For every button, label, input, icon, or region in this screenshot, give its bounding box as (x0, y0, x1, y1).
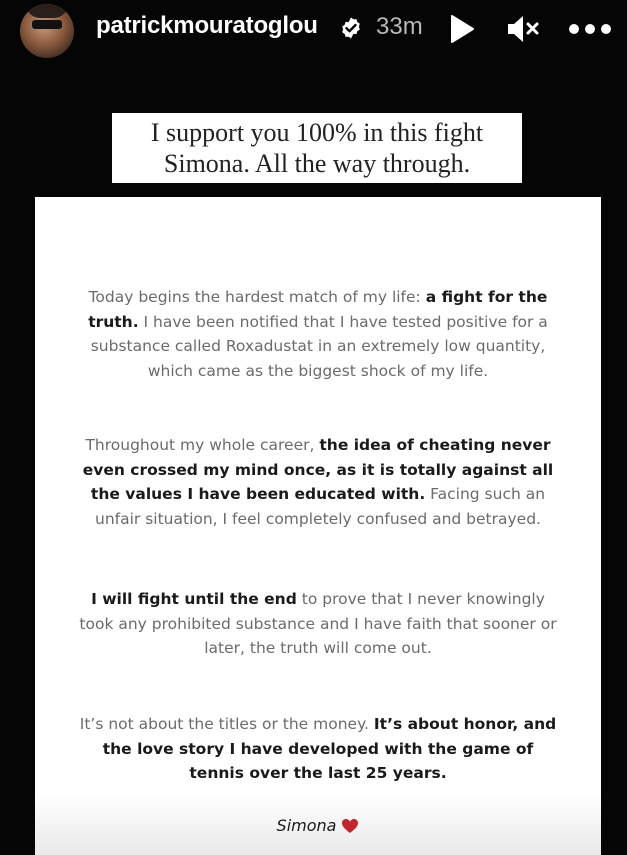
paragraph-bold-text: a fight for the truth. (88, 288, 548, 331)
paragraph-text: Today begins the hardest match of my life: (88, 288, 426, 306)
story-caption (112, 113, 522, 183)
avatar[interactable] (20, 4, 74, 58)
paragraph-bold-text: It’s about honor, and the love story I have developed with the game of tennis over the last 25 years. (102, 715, 557, 782)
statement-paragraph-1 (75, 285, 561, 383)
timestamp: 33m (376, 13, 423, 40)
signature-name: Simona (276, 816, 337, 835)
heart-icon (341, 818, 359, 834)
paragraph-bold-text: I will fight until the end (91, 590, 297, 608)
more-options-icon[interactable] (566, 13, 614, 45)
paragraph-text: Facing such an unfair situation, I feel completely confused and betrayed. (95, 485, 546, 528)
caption-line-2: Simona. All the way through. (163, 149, 471, 178)
statement-paragraph-2 (75, 433, 561, 531)
muted-speaker-icon[interactable] (506, 13, 540, 45)
story-header (0, 0, 627, 62)
paragraph-text: I have been notified that I have tested positive for a substance called Roxadustat in an extremely low quantity, which came as the biggest shock of my life. (90, 312, 548, 380)
statement-paragraph-3 (75, 587, 561, 661)
caption-line-1: I support you 100% in this fight (150, 118, 484, 147)
paragraph-text: It’s not about the titles or the money. (79, 715, 374, 733)
signature (35, 816, 601, 835)
play-icon[interactable] (449, 14, 475, 44)
avatar-hair (26, 4, 68, 18)
paragraph-bold-text: the idea of cheating never even crossed my mind once, as it is totally against all the values I have been educated with. (82, 436, 554, 503)
paragraph-text: to prove that I never knowingly took any prohibited substance and I have faith that sooner or later, the truth will come out. (79, 590, 557, 657)
verified-badge-icon (339, 16, 363, 40)
paragraph-text: Throughout my whole career, (85, 436, 320, 454)
avatar-glasses (32, 20, 62, 29)
statement-paragraph-4 (75, 712, 561, 786)
username[interactable]: patrickmouratoglou (96, 12, 318, 39)
statement-card (35, 197, 601, 855)
